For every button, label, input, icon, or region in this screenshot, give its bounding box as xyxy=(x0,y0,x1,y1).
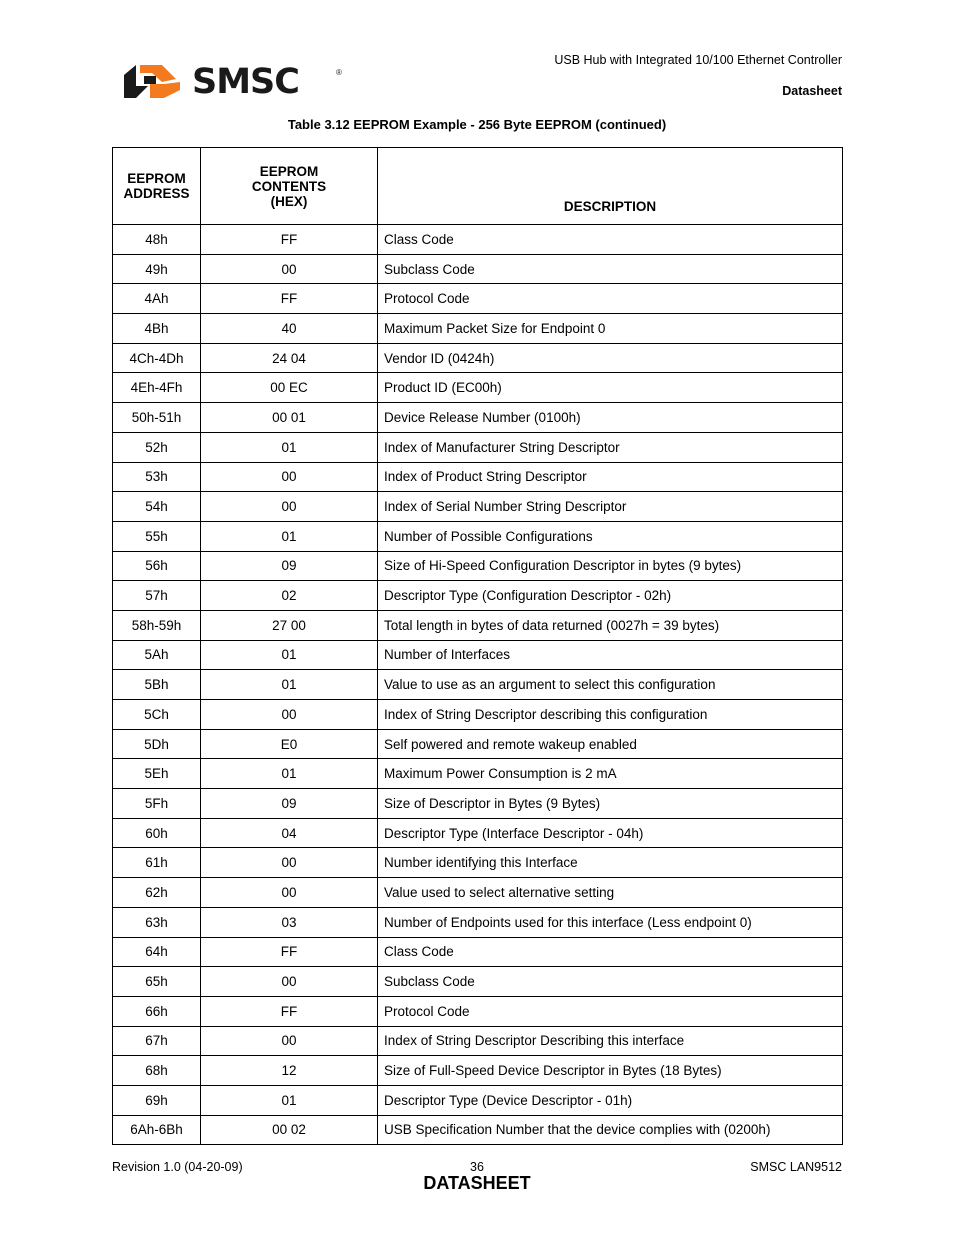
cell-contents: 12 xyxy=(201,1056,378,1086)
cell-contents: 01 xyxy=(201,759,378,789)
table-row xyxy=(113,610,843,640)
header-contents xyxy=(201,148,378,225)
cell-address: 5Bh xyxy=(113,670,201,700)
cell-contents: 00 xyxy=(201,700,378,730)
cell-contents: 00 xyxy=(201,1026,378,1056)
cell-contents: 01 xyxy=(201,640,378,670)
cell-description: Size of Descriptor in Bytes (9 Bytes) xyxy=(378,789,843,819)
footer-product: SMSC LAN9512 xyxy=(750,1160,842,1174)
table-row xyxy=(113,818,843,848)
table-row xyxy=(113,403,843,433)
table-row xyxy=(113,967,843,997)
cell-contents: 01 xyxy=(201,670,378,700)
cell-address: 5Dh xyxy=(113,729,201,759)
header-description: DESCRIPTION xyxy=(378,148,843,225)
cell-contents: 00 xyxy=(201,254,378,284)
cell-description: Number identifying this Interface xyxy=(378,848,843,878)
cell-description: Protocol Code xyxy=(378,284,843,314)
cell-contents: FF xyxy=(201,996,378,1026)
cell-address: 66h xyxy=(113,996,201,1026)
header-address-line2: ADDRESS xyxy=(123,186,190,201)
table-row xyxy=(113,373,843,403)
cell-description: Index of Product String Descriptor xyxy=(378,462,843,492)
cell-description: Class Code xyxy=(378,937,843,967)
cell-description: Self powered and remote wakeup enabled xyxy=(378,729,843,759)
cell-address: 67h xyxy=(113,1026,201,1056)
table-row xyxy=(113,432,843,462)
table-row xyxy=(113,996,843,1026)
smsc-logo xyxy=(122,62,352,102)
cell-description: Value used to select alternative setting xyxy=(378,878,843,908)
cell-contents: FF xyxy=(201,937,378,967)
cell-address: 62h xyxy=(113,878,201,908)
cell-address: 5Fh xyxy=(113,789,201,819)
cell-contents: 00 xyxy=(201,492,378,522)
cell-address: 57h xyxy=(113,581,201,611)
table-row xyxy=(113,581,843,611)
table-caption: Table 3.12 EEPROM Example - 256 Byte EEPROM (continued) xyxy=(287,117,667,132)
table-row xyxy=(113,1115,843,1145)
table-row xyxy=(113,284,843,314)
table-row xyxy=(113,225,843,255)
cell-address: 53h xyxy=(113,462,201,492)
cell-description: USB Specification Number that the device complies with (0200h) xyxy=(378,1115,843,1145)
table-row xyxy=(113,759,843,789)
table-row xyxy=(113,848,843,878)
table-body xyxy=(113,225,843,1145)
cell-address: 60h xyxy=(113,818,201,848)
header-address-line1: EEPROM xyxy=(127,171,186,186)
table-row xyxy=(113,729,843,759)
table-row xyxy=(113,1056,843,1086)
cell-description: Index of String Descriptor describing this configuration xyxy=(378,700,843,730)
cell-address: 68h xyxy=(113,1056,201,1086)
cell-address: 50h-51h xyxy=(113,403,201,433)
cell-address: 4Bh xyxy=(113,314,201,344)
cell-address: 48h xyxy=(113,225,201,255)
table-row xyxy=(113,521,843,551)
cell-address: 4Ch-4Dh xyxy=(113,343,201,373)
footer-datasheet-label: DATASHEET xyxy=(423,1173,531,1193)
cell-description: Index of Serial Number String Descriptor xyxy=(378,492,843,522)
cell-contents: 00 02 xyxy=(201,1115,378,1145)
document-type: Datasheet xyxy=(782,84,842,98)
table-row xyxy=(113,670,843,700)
cell-description: Descriptor Type (Device Descriptor - 01h) xyxy=(378,1085,843,1115)
table-row xyxy=(113,640,843,670)
cell-address: 56h xyxy=(113,551,201,581)
footer-page-number: 36 xyxy=(470,1160,484,1174)
cell-address: 64h xyxy=(113,937,201,967)
cell-contents: E0 xyxy=(201,729,378,759)
cell-address: 5Ch xyxy=(113,700,201,730)
svg-text:®: ® xyxy=(336,68,342,77)
cell-description: Index of Manufacturer String Descriptor xyxy=(378,432,843,462)
cell-description: Product ID (EC00h) xyxy=(378,373,843,403)
cell-description: Value to use as an argument to select this configuration xyxy=(378,670,843,700)
table-header-row xyxy=(113,148,843,225)
cell-contents: 09 xyxy=(201,789,378,819)
cell-description: Subclass Code xyxy=(378,967,843,997)
cell-description: Index of String Descriptor Describing this interface xyxy=(378,1026,843,1056)
cell-contents: 00 01 xyxy=(201,403,378,433)
table-row xyxy=(113,551,843,581)
cell-description: Protocol Code xyxy=(378,996,843,1026)
cell-description: Number of Endpoints used for this interface (Less endpoint 0) xyxy=(378,907,843,937)
cell-contents: 00 EC xyxy=(201,373,378,403)
cell-contents: FF xyxy=(201,225,378,255)
cell-description: Descriptor Type (Interface Descriptor - 04h) xyxy=(378,818,843,848)
cell-address: 4Eh-4Fh xyxy=(113,373,201,403)
table-row xyxy=(113,789,843,819)
table-row xyxy=(113,343,843,373)
cell-contents: 01 xyxy=(201,1085,378,1115)
table-row xyxy=(113,700,843,730)
cell-address: 5Eh xyxy=(113,759,201,789)
cell-description: Total length in bytes of data returned (0027h = 39 bytes) xyxy=(378,610,843,640)
cell-contents: 09 xyxy=(201,551,378,581)
cell-description: Maximum Packet Size for Endpoint 0 xyxy=(378,314,843,344)
header-address xyxy=(113,148,201,225)
table-row xyxy=(113,1026,843,1056)
header-contents-line3: (HEX) xyxy=(270,193,308,209)
cell-address: 52h xyxy=(113,432,201,462)
cell-address: 69h xyxy=(113,1085,201,1115)
cell-address: 65h xyxy=(113,967,201,997)
table-row xyxy=(113,907,843,937)
cell-contents: 27 00 xyxy=(201,610,378,640)
svg-text:SMSC: SMSC xyxy=(192,62,299,102)
cell-contents: 03 xyxy=(201,907,378,937)
cell-contents: FF xyxy=(201,284,378,314)
cell-address: 55h xyxy=(113,521,201,551)
cell-description: Size of Full-Speed Device Descriptor in Bytes (18 Bytes) xyxy=(378,1056,843,1086)
cell-address: 5Ah xyxy=(113,640,201,670)
cell-description: Device Release Number (0100h) xyxy=(378,403,843,433)
cell-address: 6Ah-6Bh xyxy=(113,1115,201,1145)
cell-description: Vendor ID (0424h) xyxy=(378,343,843,373)
cell-description: Maximum Power Consumption is 2 mA xyxy=(378,759,843,789)
table-row xyxy=(113,254,843,284)
footer-revision: Revision 1.0 (04-20-09) xyxy=(112,1160,243,1174)
table-row xyxy=(113,314,843,344)
cell-address: 61h xyxy=(113,848,201,878)
cell-address: 63h xyxy=(113,907,201,937)
cell-contents: 00 xyxy=(201,848,378,878)
cell-description: Subclass Code xyxy=(378,254,843,284)
cell-contents: 01 xyxy=(201,432,378,462)
eeprom-table xyxy=(112,147,843,1145)
cell-contents: 24 04 xyxy=(201,343,378,373)
table-row xyxy=(113,878,843,908)
cell-contents: 01 xyxy=(201,521,378,551)
table-row xyxy=(113,937,843,967)
header-contents-line1: EEPROM xyxy=(259,163,319,179)
cell-contents: 00 xyxy=(201,462,378,492)
document-title: USB Hub with Integrated 10/100 Ethernet Controller xyxy=(554,53,842,67)
cell-address: 4Ah xyxy=(113,284,201,314)
cell-contents: 40 xyxy=(201,314,378,344)
cell-contents: 04 xyxy=(201,818,378,848)
table-row xyxy=(113,462,843,492)
table-row xyxy=(113,1085,843,1115)
cell-address: 49h xyxy=(113,254,201,284)
cell-description: Number of Interfaces xyxy=(378,640,843,670)
cell-description: Size of Hi-Speed Configuration Descriptor in bytes (9 bytes) xyxy=(378,551,843,581)
cell-contents: 00 xyxy=(201,967,378,997)
cell-description: Number of Possible Configurations xyxy=(378,521,843,551)
cell-description: Descriptor Type (Configuration Descriptor - 02h) xyxy=(378,581,843,611)
header-contents-line2: CONTENTS xyxy=(251,178,327,194)
cell-description: Class Code xyxy=(378,225,843,255)
cell-address: 58h-59h xyxy=(113,610,201,640)
cell-contents: 00 xyxy=(201,878,378,908)
table-row xyxy=(113,492,843,522)
cell-contents: 02 xyxy=(201,581,378,611)
cell-address: 54h xyxy=(113,492,201,522)
